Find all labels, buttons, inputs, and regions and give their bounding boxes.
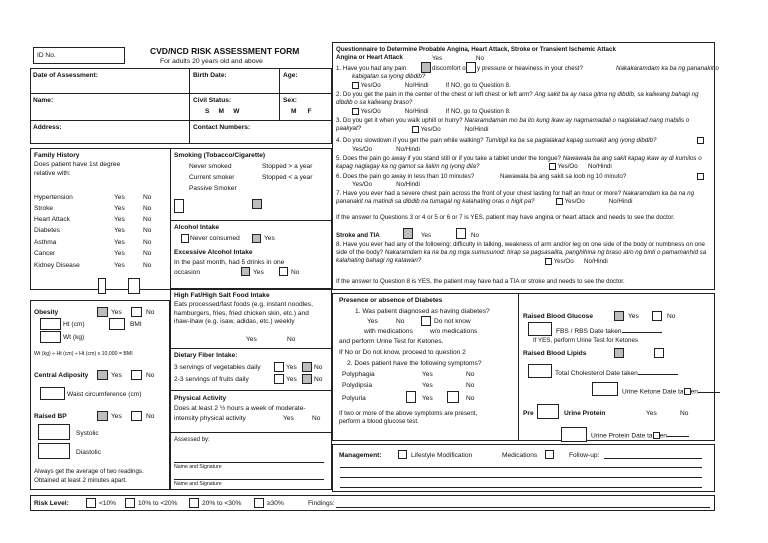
fat-salt-yes[interactable]: Yes bbox=[246, 336, 257, 343]
q1-text-c: y pressure or heaviness in your chest? bbox=[477, 65, 583, 72]
symptom-polydipsia-yes[interactable]: Yes bbox=[422, 382, 433, 389]
risk-opt2-checkbox[interactable] bbox=[125, 498, 135, 508]
fat-salt-title: High Fat/High Salt Food Intake bbox=[174, 292, 270, 299]
symptom-polydipsia-no[interactable]: No bbox=[466, 382, 475, 389]
id-label: ID No. bbox=[37, 52, 56, 59]
q1-answers-text: Yes/Oo No/Hindi If NO, go to Question 8. bbox=[360, 82, 511, 90]
fiber-veg-no[interactable]: No bbox=[314, 364, 323, 371]
urine-protein-date-end: en bbox=[659, 432, 667, 440]
q8-answers-text: Yes/Oo No/Hindi bbox=[553, 258, 608, 266]
glucose-if-yes: If YES, perform Urine Test for Ketones bbox=[533, 337, 639, 344]
urine-ketone-text-end: en bbox=[690, 388, 698, 396]
activity-yes[interactable]: Yes bbox=[283, 415, 294, 422]
family-yes-3[interactable]: Yes bbox=[114, 216, 125, 223]
risk-opt1-checkbox[interactable] bbox=[86, 498, 96, 508]
q1-translation-2: kabigatan sa iyong dibdib? bbox=[352, 73, 426, 80]
obesity-no-checkbox[interactable] bbox=[131, 307, 142, 317]
civil-status-field[interactable]: Civil Status: bbox=[193, 97, 232, 104]
adiposity-yes[interactable]: Yes bbox=[111, 372, 122, 379]
diabetes-q2: 2. Does patient have the following symptoms? bbox=[347, 360, 482, 367]
diabetes-q1: 1. Was patient diagnosed as having diabetes? bbox=[355, 308, 490, 315]
obesity-no[interactable]: No bbox=[146, 309, 155, 316]
diabetes-if-no: If No or Do not know, proceed to question 2 bbox=[339, 349, 466, 356]
systolic-input[interactable] bbox=[38, 424, 70, 440]
q6-answers-text: Yes/Oo No/Hindi bbox=[352, 181, 420, 188]
q3-text bbox=[336, 117, 708, 133]
followup-line[interactable] bbox=[604, 458, 702, 459]
diabetes-note-2: perform a blood glucose test. bbox=[339, 418, 419, 425]
lifestyle-checkbox[interactable] bbox=[398, 450, 407, 459]
birth-date-field[interactable]: Birth Date: bbox=[193, 72, 227, 79]
family-yes-4[interactable]: Yes bbox=[114, 227, 125, 234]
q1-answers[interactable] bbox=[352, 82, 511, 90]
risk-level-label: Risk Level: bbox=[34, 500, 69, 507]
diabetes-with-med[interactable]: with medications bbox=[364, 328, 413, 335]
q-yes-header: Yes bbox=[432, 55, 443, 62]
lipids-yes-checkbox[interactable] bbox=[614, 348, 624, 358]
stroke-no[interactable]: No bbox=[471, 232, 479, 239]
q3-translation: Nararamdaman mo ba ito kung ikaw ay nagmamadali o naglalakad nang mabilis o paakyat? bbox=[336, 117, 690, 133]
diabetes-title: Presence or absence of Diabetes bbox=[339, 297, 443, 304]
medications-checkbox[interactable] bbox=[545, 450, 554, 459]
lipids-no-checkbox[interactable] bbox=[654, 348, 664, 358]
family-no-2[interactable]: No bbox=[143, 205, 152, 212]
q5-text bbox=[336, 155, 708, 171]
smoking-never[interactable]: Never smoked bbox=[189, 163, 232, 170]
family-no-3[interactable]: No bbox=[143, 216, 152, 223]
urine-ketone-text: Urine Ketone Date ta bbox=[622, 388, 684, 396]
fiber-veg: 3 servings of vegetables daily bbox=[174, 364, 261, 371]
family-no-7[interactable]: No bbox=[143, 262, 152, 269]
waist-input[interactable] bbox=[40, 387, 65, 400]
protein-no[interactable]: No bbox=[680, 410, 689, 417]
stroke-tia-title: Stroke and TIA bbox=[336, 232, 380, 239]
fiber-veg-yes-checkbox[interactable] bbox=[274, 362, 284, 372]
height-label: Ht (cm) bbox=[63, 321, 85, 328]
family-no-5[interactable]: No bbox=[143, 239, 152, 246]
family-yes-7[interactable]: Yes bbox=[114, 262, 125, 269]
q4-answers-text: Yes/Oo No/Hindi bbox=[352, 146, 420, 153]
glucose-title: Raised Blood Glucose bbox=[523, 313, 593, 320]
q8-translation: Nakaramdam ka na ba ng mga sumusunod: hirap sa pagsasalita, panghihina ng braso at/o ng binti o pamamanhid sa kalahating bahagi ng katawan? bbox=[336, 249, 707, 265]
q6-translation: Nawawala ba ang sakit sa loob ng 10 minuto? bbox=[500, 173, 627, 180]
family-yes-6[interactable]: Yes bbox=[114, 250, 125, 257]
obesity-yes[interactable]: Yes bbox=[111, 309, 122, 316]
adiposity-no-checkbox[interactable] bbox=[131, 370, 142, 380]
q3-answers-text: Yes/Oo No/Hindi bbox=[420, 126, 489, 134]
bp-yes[interactable]: Yes bbox=[111, 413, 122, 420]
assessor-signature-line-2[interactable] bbox=[174, 479, 324, 480]
excessive-alcohol-desc2: occasion bbox=[174, 269, 201, 276]
excessive-alcohol-title: Excessive Alcohol Intake bbox=[174, 249, 253, 256]
q6-answers[interactable] bbox=[352, 181, 420, 188]
excessive-no-checkbox[interactable] bbox=[279, 267, 288, 276]
diabetes-ketones: and perform Urine Test for Ketones. bbox=[339, 338, 444, 345]
bmi-label: BMI bbox=[130, 321, 142, 328]
fiber-fruit-no-checkbox[interactable] bbox=[302, 374, 312, 384]
bp-note-2: Obtained at least 2 minutes apart. bbox=[34, 477, 127, 484]
fbs-label-text: FBS / RBS Date taken bbox=[556, 328, 622, 335]
diabetes-dont-know[interactable]: Do not know bbox=[434, 318, 471, 325]
adiposity-no[interactable]: No bbox=[146, 372, 155, 379]
address-field[interactable]: Address: bbox=[33, 124, 62, 131]
risk-opt4[interactable]: ≥30% bbox=[267, 500, 284, 507]
diabetes-wo-med[interactable]: w/o medications bbox=[430, 328, 478, 335]
weight-label: Wt (kg) bbox=[63, 334, 85, 341]
q7-text bbox=[336, 190, 708, 206]
q6-question: 6. Does the pain go away in less than 10 minutes? bbox=[336, 173, 475, 180]
activity-no[interactable]: No bbox=[312, 415, 321, 422]
management-line-1[interactable] bbox=[340, 467, 702, 468]
urine-protein-input[interactable] bbox=[561, 427, 587, 442]
family-item-asthma: Asthma bbox=[34, 239, 57, 246]
smoking-passive[interactable]: Passive Smoker bbox=[189, 185, 237, 192]
angina-subtitle: Angina or Heart Attack bbox=[336, 54, 403, 61]
urine-protein-title: Urine Protein bbox=[564, 410, 606, 417]
family-no-1[interactable]: No bbox=[143, 194, 152, 201]
name-field[interactable]: Name: bbox=[33, 97, 54, 104]
q2-text bbox=[336, 91, 708, 107]
polyuria-yes-checkbox[interactable] bbox=[406, 391, 416, 403]
diabetes-yes[interactable]: Yes bbox=[367, 318, 378, 325]
assessor-name-signature-2: Name and Signature bbox=[174, 481, 222, 487]
q7-answers-text: Yes/Oo No/Hindi bbox=[564, 198, 633, 206]
bmi-formula: Wt (kg) ÷ Ht (cm) ÷ Ht (cm) x 10,000 = BMI bbox=[34, 351, 133, 357]
risk-opt3[interactable]: 20% to <30% bbox=[202, 500, 242, 507]
questionnaire-title: Questionnaire to Determine Probable Angina, Heart Attack, Stroke or Transient Ischemic Attack bbox=[336, 46, 616, 53]
bp-no-checkbox[interactable] bbox=[131, 411, 142, 421]
fiber-fruit-yes-checkbox[interactable] bbox=[274, 374, 284, 384]
alcohol-title: Alcohol Intake bbox=[174, 224, 220, 231]
stroke-no-checkbox[interactable] bbox=[456, 228, 466, 239]
diabetes-note-1: If two or more of the above symptoms are present, bbox=[339, 410, 478, 417]
symptom-polyphagia-yes[interactable]: Yes bbox=[422, 371, 433, 378]
adiposity-title: Central Adiposity bbox=[34, 372, 89, 379]
smoking-stopped-gt[interactable]: Stopped > a year bbox=[262, 163, 313, 170]
q3-answers[interactable] bbox=[412, 126, 488, 134]
age-field[interactable]: Age: bbox=[283, 72, 298, 79]
stroke-yes[interactable]: Yes bbox=[421, 232, 432, 239]
protein-checkbox[interactable] bbox=[537, 404, 559, 419]
weight-input[interactable] bbox=[40, 331, 61, 343]
management-label: Management: bbox=[339, 452, 382, 459]
urine-protein-date-text: Urine Protein Date ta bbox=[591, 432, 653, 440]
adiposity-yes-checkbox[interactable] bbox=[97, 370, 108, 380]
sex-field[interactable]: Sex: bbox=[283, 97, 297, 104]
date-of-assessment-field[interactable]: Date of Assessment: bbox=[33, 72, 98, 79]
glucose-yes[interactable]: Yes bbox=[628, 313, 639, 320]
family-item-diabetes: Diabetes bbox=[34, 227, 61, 234]
excessive-alcohol-desc: In the past month, had 5 drinks in one bbox=[174, 259, 285, 266]
alcohol-never[interactable]: Never consumed bbox=[190, 235, 240, 242]
bp-title: Raised BP bbox=[34, 413, 67, 420]
urine-ketone-label[interactable] bbox=[622, 388, 720, 396]
urine-ketone-input[interactable] bbox=[592, 382, 618, 396]
protein-yes[interactable]: Yes bbox=[646, 410, 657, 417]
activity-title: Physical Activity bbox=[174, 395, 227, 402]
smoking-checkbox-a[interactable] bbox=[174, 199, 184, 213]
smoking-title: Smoking (Tobacco/Cigarette) bbox=[174, 152, 266, 159]
excessive-yes[interactable]: Yes bbox=[253, 269, 264, 276]
fat-salt-no[interactable]: No bbox=[287, 336, 296, 343]
fat-salt-desc: Eats processed/fast foods (e.g. instant noodles, hamburgers, fries, fried chicken skin, etc.) and ihaw-ihaw (e.g. isaw, adidas, etc.) weekly bbox=[174, 301, 313, 326]
diastolic-label: Diastolic bbox=[76, 449, 101, 456]
sex-options[interactable]: M F bbox=[291, 108, 312, 115]
bp-note-1: Always get the average of two readings. bbox=[34, 468, 144, 475]
q4-text bbox=[336, 137, 708, 145]
fbs-label[interactable] bbox=[556, 328, 662, 336]
findings-line[interactable] bbox=[336, 507, 710, 508]
smoking-current[interactable]: Current smoker bbox=[189, 174, 235, 181]
family-item-hypertension: Hypertension bbox=[34, 194, 73, 201]
contact-numbers-field[interactable]: Contact Numbers: bbox=[193, 124, 251, 131]
fiber-fruit-no[interactable]: No bbox=[314, 376, 323, 383]
fiber-fruit-yes[interactable]: Yes bbox=[286, 376, 297, 383]
diabetes-no[interactable]: No bbox=[396, 318, 405, 325]
fiber-fruit: 2-3 servings of fruits daily bbox=[174, 376, 249, 383]
q7-answers[interactable] bbox=[556, 198, 632, 206]
systolic-label: Systolic bbox=[76, 430, 99, 437]
family-item-stroke: Stroke bbox=[34, 205, 54, 212]
q2-question: 2. Do you get the pain in the center of the chest or left chest or left arm? bbox=[336, 91, 533, 98]
cholesterol-label[interactable] bbox=[555, 370, 678, 378]
family-checkbox-b[interactable] bbox=[128, 278, 140, 294]
fbs-input[interactable] bbox=[528, 322, 552, 336]
diabetes-dont-know-checkbox[interactable] bbox=[421, 316, 431, 326]
family-item-cancer: Cancer bbox=[34, 250, 56, 257]
q1-text-a: 1. Have you had any pain bbox=[336, 65, 407, 72]
management-line-2[interactable] bbox=[340, 477, 702, 478]
family-item-heart-attack: Heart Attack bbox=[34, 216, 70, 223]
assessor-signature-line[interactable] bbox=[174, 462, 324, 463]
q5-translation: Nawawala ba ang sakit kapag ikaw ay di kumilos o kapag naglagay ka ng gamot sa ilalim ng iyong dila? bbox=[336, 155, 702, 171]
symptom-polyuria-no[interactable]: No bbox=[466, 395, 475, 402]
q8-text bbox=[336, 241, 708, 265]
symptom-polyuria: Polyuria bbox=[342, 395, 366, 402]
q-no-header: No bbox=[476, 55, 484, 62]
q5-answers[interactable] bbox=[549, 163, 612, 171]
family-checkbox-a[interactable] bbox=[98, 278, 106, 294]
obesity-yes-checkbox[interactable] bbox=[97, 307, 108, 317]
excessive-no[interactable]: No bbox=[291, 269, 300, 276]
risk-opt4-checkbox[interactable] bbox=[254, 498, 264, 508]
alcohol-yes[interactable]: Yes bbox=[264, 235, 275, 242]
family-yes-5[interactable]: Yes bbox=[114, 239, 125, 246]
followup-label: Follow-up: bbox=[569, 452, 600, 459]
assessor-name-signature: Name and Signature bbox=[174, 464, 222, 470]
activity-desc2: intensity physical activity bbox=[174, 415, 246, 422]
excessive-yes-checkbox[interactable] bbox=[241, 267, 250, 276]
smoking-checkbox-b[interactable] bbox=[252, 199, 262, 209]
form-title: CVD/NCD RISK ASSESSMENT FORM bbox=[150, 46, 300, 56]
height-input[interactable] bbox=[40, 318, 61, 330]
q4-question: 4. Do you slowdown if you get the pain while walking? bbox=[336, 137, 484, 144]
protein-prefix: Pre bbox=[523, 410, 534, 417]
form-subtitle: For adults 20 years old and above bbox=[160, 58, 263, 65]
lipids-title: Raised Blood Lipids bbox=[523, 350, 587, 357]
bmi-input[interactable] bbox=[109, 318, 125, 330]
alcohol-yes-checkbox[interactable] bbox=[252, 234, 261, 243]
polyuria-no-checkbox[interactable] bbox=[447, 391, 459, 403]
smoking-stopped-lt[interactable]: Stopped < a year bbox=[262, 174, 313, 181]
q2-answers[interactable] bbox=[352, 108, 511, 116]
alcohol-never-checkbox[interactable] bbox=[181, 234, 189, 243]
symptom-polyphagia-no[interactable]: No bbox=[466, 371, 475, 378]
family-yes-2[interactable]: Yes bbox=[114, 205, 125, 212]
diastolic-input[interactable] bbox=[38, 443, 70, 459]
findings-label: Findings: bbox=[308, 500, 335, 507]
q5-answers-text: Yes/Oo No/Hindi bbox=[557, 163, 612, 171]
symptom-polyphagia: Polyphagia bbox=[342, 371, 375, 378]
activity-desc: Does at least 2 ½ hours a week of moderate- bbox=[174, 405, 306, 412]
angina-note: If the answer to Questions 3 or 4 or 5 or 6 or 7 is YES, patient may have angina or heart attack and needs to see the doctor. bbox=[336, 214, 675, 221]
civil-status-options[interactable]: S M W bbox=[205, 108, 240, 115]
symptom-polyuria-yes[interactable]: Yes bbox=[422, 395, 433, 402]
glucose-yes-checkbox[interactable] bbox=[614, 311, 624, 321]
risk-opt2[interactable]: 10% to <20% bbox=[138, 500, 178, 507]
family-yes-1[interactable]: Yes bbox=[114, 194, 125, 201]
risk-opt1[interactable]: <10% bbox=[99, 500, 117, 507]
q4-answers[interactable] bbox=[352, 146, 420, 153]
lifestyle-option[interactable]: Lifestyle Modification bbox=[411, 452, 473, 459]
q3-question: 3. Do you get it when you walk uphill or hurry? bbox=[336, 117, 463, 124]
cholesterol-label-text: Total Cholesterol Date taken bbox=[555, 370, 638, 377]
fiber-veg-yes[interactable]: Yes bbox=[286, 364, 297, 371]
q4-extra-checkbox[interactable] bbox=[697, 137, 704, 144]
bp-no[interactable]: No bbox=[146, 413, 155, 420]
q1-yes-checkbox[interactable] bbox=[421, 62, 431, 73]
q2-answers-text: Yes/Oo No/Hindi If NO, go to Question 8. bbox=[360, 108, 511, 116]
q7-question: 7. Have you ever had a severe chest pain across the front of your chest lasting for half an hour or more? bbox=[336, 190, 622, 197]
q1-text-b: discomfort o bbox=[432, 65, 466, 72]
urine-protein-date-label[interactable] bbox=[591, 432, 689, 440]
q1-translation: Nakakaramdam ka ba ng pananakit o bbox=[616, 65, 719, 72]
management-line-3[interactable] bbox=[340, 487, 702, 488]
fiber-veg-no-checkbox[interactable] bbox=[302, 362, 312, 372]
q5-question: 5. Does the pain go away if you stand still or if you take a tablet under the tongue? bbox=[336, 155, 561, 162]
family-no-4[interactable]: No bbox=[143, 227, 152, 234]
q4-translation: Tumitigil ka ba sa paglalakad kapag sumakit ang iyong dibdib? bbox=[485, 137, 657, 144]
q2-translation: Ang sakit ba ay nasa gitna ng dibdib, sa kaliwang bahagi ng dibdib o sa kaliwang braso? bbox=[336, 91, 699, 107]
obesity-title: Obesity bbox=[34, 309, 59, 316]
family-history-title: Family History bbox=[34, 152, 80, 159]
waist-label: Waist circumference (cm) bbox=[67, 391, 142, 398]
assessed-by-label: Assessed by: bbox=[174, 437, 210, 443]
stroke-note: If the answer to Question 8 is YES, the patient may have had a TIA or stroke and needs to see the doctor. bbox=[336, 278, 625, 285]
cholesterol-input[interactable] bbox=[528, 364, 552, 378]
symptom-polydipsia: Polydipsia bbox=[342, 382, 373, 389]
family-history-desc: Does patient have 1st degree bbox=[34, 161, 121, 168]
family-no-6[interactable]: No bbox=[143, 250, 152, 257]
family-item-kidney: Kidney Disease bbox=[34, 262, 80, 269]
q1-no-checkbox[interactable] bbox=[466, 62, 476, 73]
q8-question: 8. Have you ever had any of the following: difficulty in talking, weakness of arm and/or leg on one side of the body or numbness on one side of the body? bbox=[336, 241, 705, 257]
q6-extra-checkbox[interactable] bbox=[697, 173, 704, 180]
q8-answers[interactable] bbox=[545, 258, 608, 266]
family-history-desc2: relative with: bbox=[34, 170, 71, 177]
risk-opt3-checkbox[interactable] bbox=[189, 498, 199, 508]
stroke-yes-checkbox[interactable] bbox=[403, 228, 413, 239]
glucose-no-checkbox[interactable] bbox=[652, 311, 662, 321]
glucose-no[interactable]: No bbox=[667, 313, 676, 320]
fiber-title: Dietary Fiber Intake: bbox=[174, 352, 238, 359]
bp-yes-checkbox[interactable] bbox=[97, 411, 108, 421]
medications-option[interactable]: Medications bbox=[502, 452, 538, 459]
q7-translation: Nakaramdam ka ba na ng pananakit na matindi sa dibdib na tumagal ng kalahating oras o higit pa? bbox=[336, 190, 695, 206]
